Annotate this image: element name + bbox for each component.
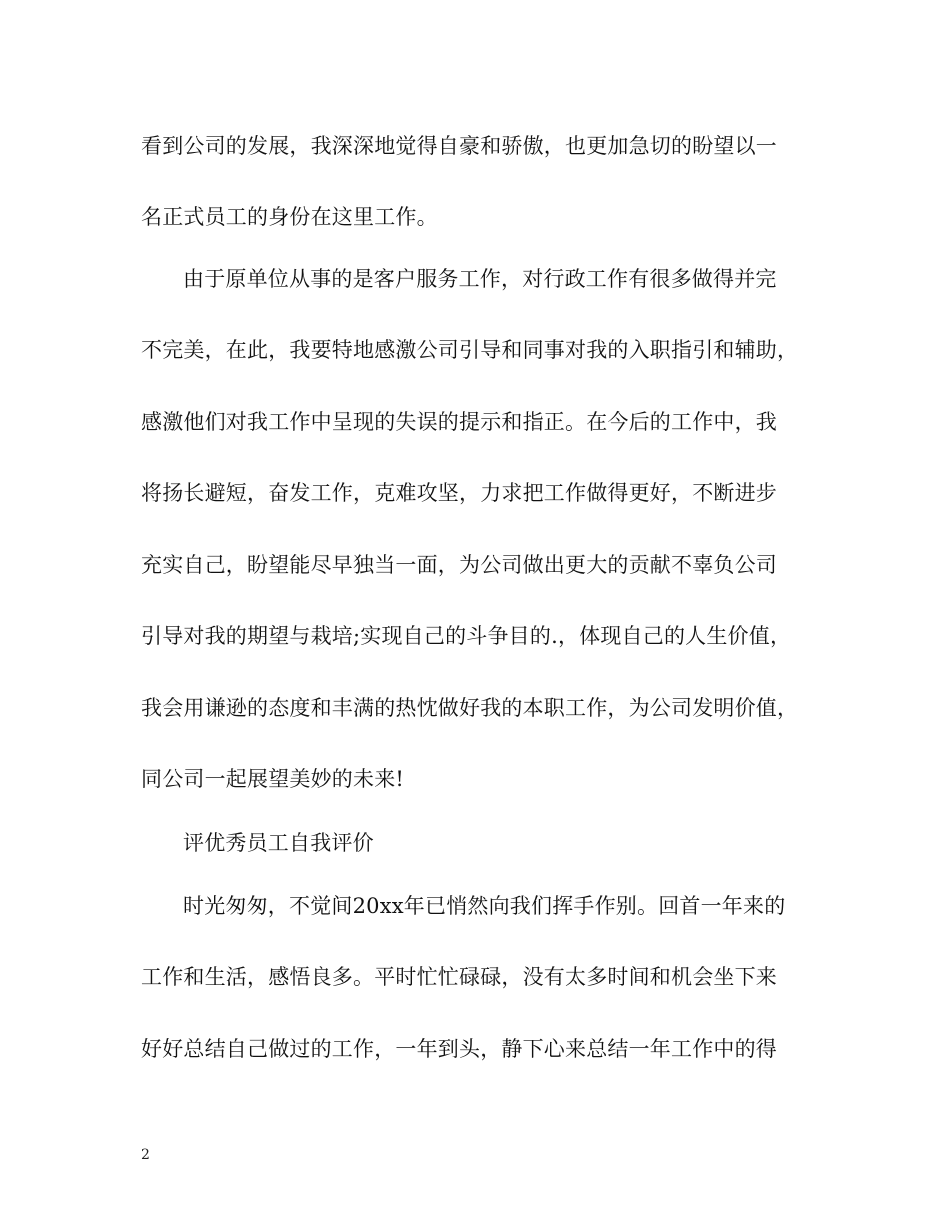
text-line: 将扬长避短，奋发工作，克难攻坚，力求把工作做得更好，不断进步 (141, 481, 777, 505)
text-line: 我会用谦逊的态度和丰满的热忱做好我的本职工作，为公司发明价值， (141, 696, 799, 720)
text-line: 名正式员工的身份在这里工作。 (141, 205, 438, 229)
text-line: 工作和生活，感悟良多。平时忙忙碌碌，没有太多时间和机会坐下来 (141, 965, 777, 989)
text-line: 看到公司的发展，我深深地觉得自豪和骄傲，也更加急切的盼望以一 (141, 134, 777, 158)
text-line: 充实自己，盼望能尽早独当一面，为公司做出更大的贡献不辜负公司 (141, 553, 777, 577)
text-line: 不完美，在此，我要特地感激公司引导和同事对我的入职指引和辅助， (141, 338, 799, 362)
paragraph-start-line: 由于原单位从事的是客户服务工作，对行政工作有很多做得并完 (183, 267, 777, 291)
text-line: 感激他们对我工作中呈现的失误的提示和指正。在今后的工作中，我 (141, 410, 777, 434)
text-line: 引导对我的期望与栽培;实现自己的斗争目的.，体现自己的人生价值， (141, 624, 792, 648)
paragraph-start-line: 时光匆匆，不觉间20xx年已悄然向我们挥手作别。回首一年来的 (183, 894, 786, 918)
page-number: 2 (141, 1147, 150, 1163)
text-line: 好好总结自己做过的工作，一年到头，静下心来总结一年工作中的得 (141, 1037, 777, 1061)
section-heading: 评优秀员工自我评价 (183, 831, 374, 855)
text-line: 同公司一起展望美妙的未来! (141, 767, 405, 791)
